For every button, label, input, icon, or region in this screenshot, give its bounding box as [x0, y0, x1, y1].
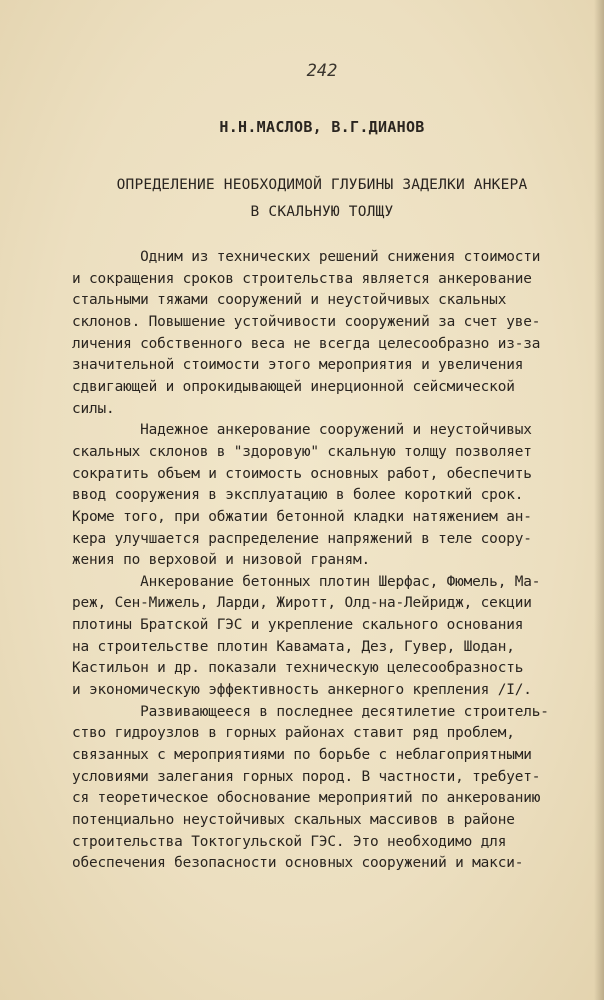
body-text-line: значительной стоимости этого мероприятия и увеличения	[72, 357, 524, 374]
body-text-line: стальными тяжами сооружений и неустойчивых скальных	[72, 292, 507, 309]
body-text-line: ство гидроузлов в горных районах ставит ряд проблем,	[72, 725, 515, 742]
body-text-line: сдвигающей и опрокидывающей инерционной сейсмической	[72, 378, 515, 395]
body-text-line: на строительстве плотин Кавамата, Дез, Гувер, Шодан,	[72, 638, 515, 655]
body-text-line: сократить объем и стоимость основных работ, обеспечить	[72, 465, 532, 482]
body-text-line: и сокращения сроков строительства является анкерование	[72, 270, 532, 287]
page-number: 242	[306, 61, 338, 81]
body-text-line: связанных с мероприятиями по борьбе с неблагоприятными	[72, 747, 532, 763]
body-text-line: Кастильон и др. показали техническую целесообразность	[72, 660, 524, 677]
body-text-line: условиями залегания горных пород. В частности, требует-	[72, 768, 541, 785]
body-text-line: Кроме того, при обжатии бетонной кладки натяжением ан-	[72, 508, 532, 525]
body-text-line: Одним из технических решений снижения стоимости	[72, 249, 541, 265]
body-text-line: потенциально неустойчивых скальных массивов в районе	[72, 811, 515, 828]
article-title-line-2: В СКАЛЬНУЮ ТОЛЩУ	[250, 204, 394, 220]
authors: Н.Н.МАСЛОВ, В.Г.ДИАНОВ	[219, 118, 425, 136]
body-text-line: личения собственного веса не всегда целесообразно из-за	[72, 335, 541, 352]
article-title-line-1: ОПРЕДЕЛЕНИЕ НЕОБХОДИМОЙ ГЛУБИНЫ ЗАДЕЛКИ АНКЕРА	[116, 177, 528, 193]
body-text-line: ся теоретическое обоснование мероприятий по анкерованию	[72, 790, 541, 807]
body-text-line: склонов. Повышение устойчивости сооружений за счет уве-	[72, 313, 541, 330]
body-text-line: кера улучшается распределение напряжений в теле соору-	[72, 530, 532, 547]
body-text-line: и экономическую эффективность анкерного крепления /I/.	[72, 682, 532, 698]
page-edge-shadow	[594, 0, 604, 1000]
body-text-line: Анкерование бетонных плотин Шерфас, Фюмель, Ма-	[72, 573, 541, 590]
body-text-line: Надежное анкерование сооружений и неустойчивых	[72, 422, 532, 439]
body-text-line: обеспечения безопасности основных сооружений и макси-	[72, 855, 524, 872]
body-text-line: ввод сооружения в эксплуатацию в более короткий срок.	[72, 487, 524, 504]
body-text-line: силы.	[72, 400, 115, 417]
body-text-line: плотины Братской ГЭС и укрепление скального основания	[72, 617, 524, 633]
body-text-line: реж, Сен-Мижель, Ларди, Жиротт, Олд-на-Лейридж, секции	[72, 595, 532, 612]
body-text-line: скальных склонов в "здоровую" скальную толщу позволяет	[72, 443, 532, 460]
body-text-line: жения по верховой и низовой граням.	[72, 552, 370, 569]
body-text-line: Развивающееся в последнее десятилетие строитель-	[72, 703, 549, 720]
body-text-line: строительства Токтогульской ГЭС. Это необходимо для	[72, 833, 507, 850]
